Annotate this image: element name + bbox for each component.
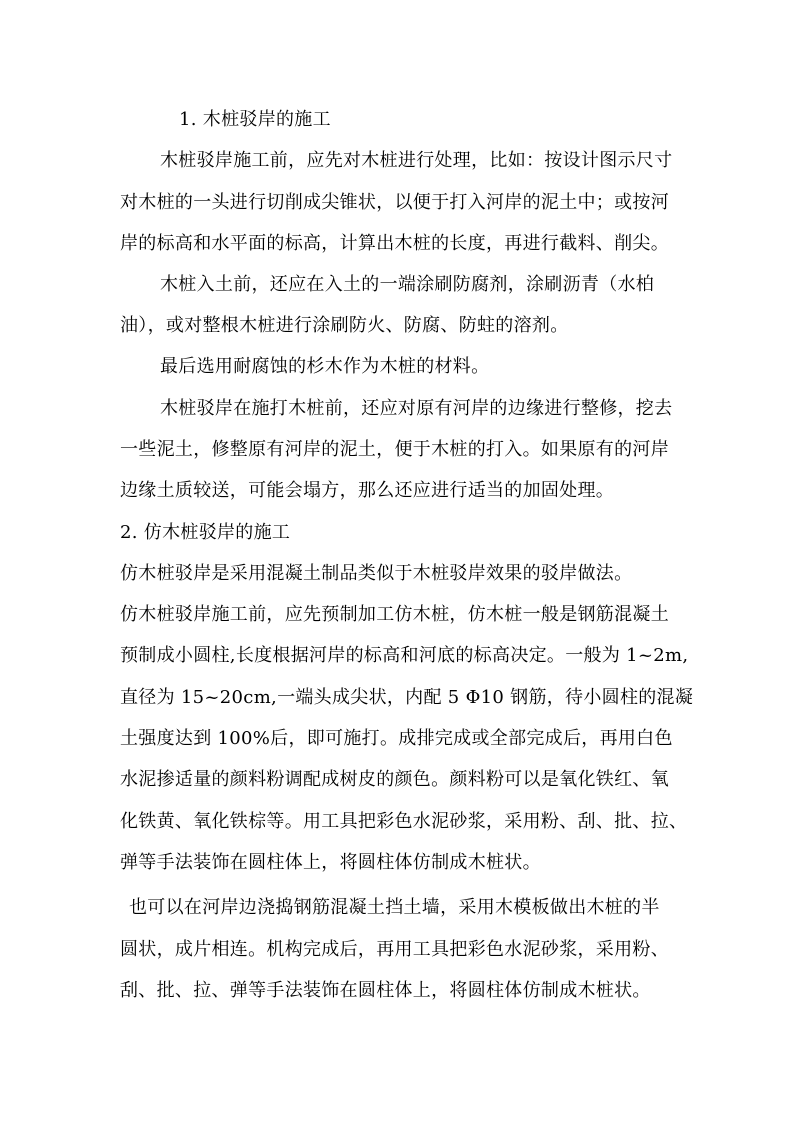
section2-para3-line3: 刮、批、拉、弹等手法装饰在圆柱体上，将圆柱体仿制成木桩状。 (120, 980, 651, 1001)
section2-para2-line7: 弹等手法装饰在圆柱体上，将圆柱体仿制成木桩状。 (120, 852, 541, 873)
section1-heading: 1. 木桩驳岸的施工 (179, 109, 331, 130)
section2-para3-line2: 圆状，成片相连。机构完成后，再用工具把彩色水泥砂浆，采用粉、 (120, 939, 669, 960)
section2-para1-line1: 仿木桩驳岸是采用混凝土制品类似于木桩驳岸效果的驳岸做法。 (120, 563, 633, 584)
section2-para2-line1: 仿木桩驳岸施工前，应先预制加工仿木桩，仿木桩一般是钢筋混凝土 (120, 604, 669, 625)
section1-para4-line2: 一些泥土，修整原有河岸的泥土，便于木桩的打入。如果原有的河岸 (120, 439, 669, 460)
section2-para2-line2: 预制成小圆柱,长度根据河岸的标高和河底的标高决定。一般为 1~2m, (120, 645, 689, 666)
section1-para4-line3: 边缘土质较送，可能会塌方，那么还应进行适当的加固处理。 (120, 480, 615, 501)
section1-para2-line1: 木桩入土前，还应在入土的一端涂刷防腐剂，涂刷沥青（水柏 (160, 274, 655, 295)
section2-para2-line5: 水泥掺适量的颜料粉调配成树皮的颜色。颜料粉可以是氧化铁红、氧 (120, 769, 669, 790)
section2-heading: 2. 仿木桩驳岸的施工 (120, 522, 291, 543)
section1-para3-line1: 最后选用耐腐蚀的杉木作为木桩的材料。 (160, 356, 490, 377)
section1-para4-line1: 木桩驳岸在施打木桩前，还应对原有河岸的边缘进行整修，挖去 (160, 398, 673, 419)
section2-para3-line1: 也可以在河岸边浇捣钢筋混凝土挡土墙，采用木模板做出木桩的半 (129, 897, 660, 918)
section1-para2-line2: 油），或对整根木桩进行涂刷防火、防腐、防蛀的溶剂。 (120, 315, 569, 336)
section2-para2-line6: 化铁黄、氧化铁棕等。用工具把彩色水泥砂浆，采用粉、刮、批、拉、 (120, 811, 688, 832)
section1-para1-line2: 对木桩的一头进行切削成尖锥状，以便于打入河岸的泥土中；或按河 (120, 192, 669, 213)
section2-para2-line4: 土强度达到 100%后，即可施打。成排完成或全部完成后，再用白色 (120, 728, 673, 749)
section2-para2-line3: 直径为 15~20cm,一端头成尖状，内配 5 Φ10 钢筋，待小圆柱的混凝 (120, 687, 694, 708)
section1-para1-line3: 岸的标高和水平面的标高，计算出木桩的长度，再进行截料、削尖。 (120, 233, 669, 254)
section1-para1-line1: 木桩驳岸施工前，应先对木桩进行处理，比如：按设计图示尺寸 (160, 150, 673, 171)
